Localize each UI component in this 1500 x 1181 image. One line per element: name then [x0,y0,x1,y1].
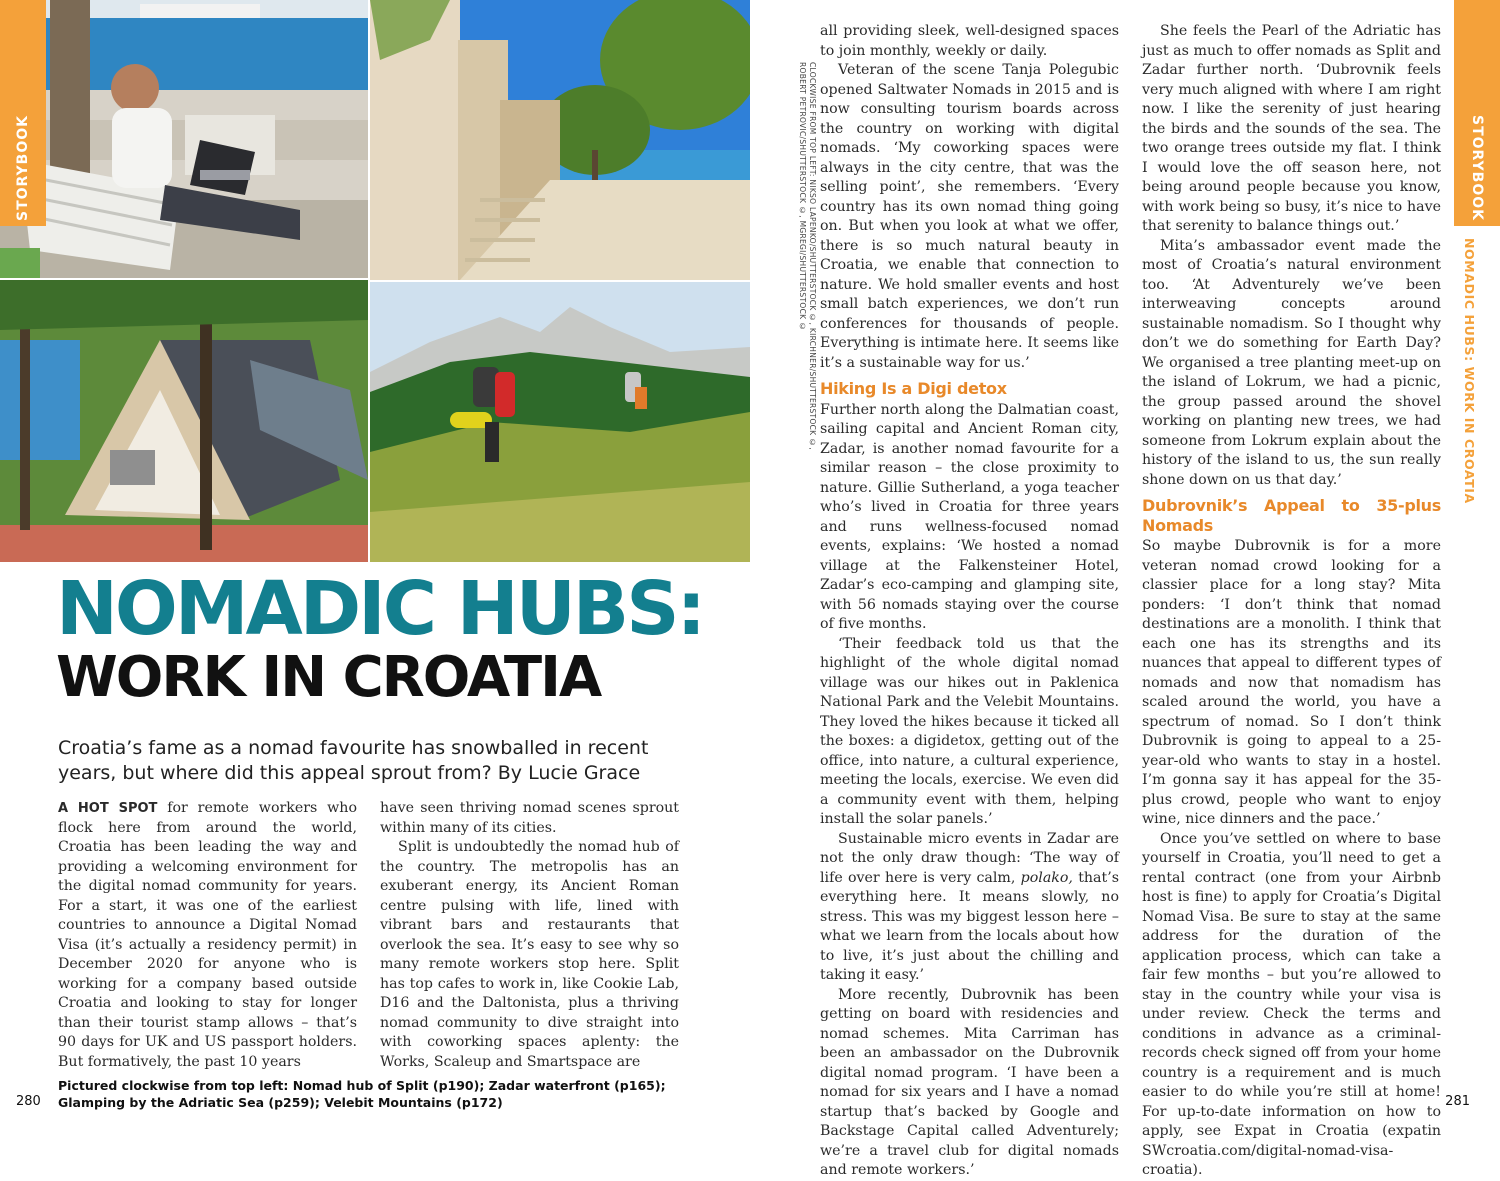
section-tab-label: STORYBOOK [1469,114,1485,222]
right-page [750,0,1500,1178]
paragraph: have seen thriving nomad scenes sprout within many of its cities. [380,800,679,836]
photo-caption: Pictured clockwise from top left: Nomad hub of Split (p190); Zadar waterfront (p165); Glamping by the Adriatic Sea (p259); Velebit Mountains (p172) [58,1078,666,1110]
body-column-2 [380,799,679,1072]
credits-line-1: CLOCKWISE FROM TOP LEFT: NIKSO LAPENKO/SHUTTERSTOCK ©, KIRCHNER/SHUTTERSTOCK ©, [808,62,817,451]
photo-glamping-adriatic [0,280,368,562]
standfirst: Croatia’s fame as a nomad favourite has snowballed in recent years, but where did this appeal sprout from? By Lucie Grace [58,737,649,784]
body-column-1 [58,799,357,1072]
photo-split-nomad-hub [0,0,368,278]
photo-credits [797,62,817,450]
paragraph [820,830,1119,986]
paragraph: all providing sleek, well-designed spaces to join monthly, weekly or daily. [820,23,1119,59]
running-head: NOMADIC HUBS: WORK IN CROATIA [1462,238,1477,504]
paragraph: More recently, Dubrovnik has been getting on board with residencies and nomad schemes. Mita Carriman has been an ambassador on the Dubrovnik digital nomad program. ‘I have been a nomad for six years and I have a nomad startup that’s backed by Google and Backstage Capital called Adventurely; we’re a travel club for digital nomads and remote workers.’ [820,986,1119,1178]
subheading-dubrovnik: Dubrovnik’s Appeal to 35-plus Nomads [1142,496,1441,535]
headline-line-1: NOMADIC HUBS: [56,566,704,652]
paragraph: She feels the Pearl of the Adriatic has just as much to offer nomads as Split and Zadar further north. ‘Dubrovnik feels very much aligned with where I am right now. I like the serenity of just hearing the birds and the sounds of the sea. The two orange trees outside my flat. I think I would love the off season here, not being around people because you know, with work being so busy, it’s nice to have that serenity to balance things out.’ [1142,23,1441,234]
section-tab-left [0,0,46,226]
body-column-3 [820,22,1119,1181]
headline-line-2: WORK IN CROATIA [56,645,601,710]
page-number-left: 280 [16,1094,41,1109]
italic-word: polako, [1020,869,1073,886]
paragraph [58,799,357,1072]
paragraph: Split is undoubtedly the nomad hub of the country. The metropolis has an exuberant energy, its Ancient Roman centre pulsing with life, lined with vibrant bars and restaurants that overlook the sea. It’s easy to see why so many remote workers stop here. Split has top cafes to work in, like Cookie Lab, D16 and the Daltonista, plus a thriving nomad community to dive straight into with coworking spaces aplenty: the Works, Scaleup and Smartspace are [380,839,679,1070]
section-tab-right [1454,0,1500,226]
page-number-right: 281 [1445,1094,1470,1109]
paragraph: ‘Their feedback told us that the highlight of the whole digital nomad village was our hikes out in Paklenica National Park and the Velebit Mountains. They loved the hikes because it ticked all the boxes: a digidetox, getting out of the office, into nature, a cultural experience, meeting the locals, exercise. We even did a community event with them, helping install the solar panels.’ [820,635,1119,827]
paragraph: Once you’ve settled on where to base yourself in Croatia, you’ll need to get a rental contract (one from your Airbnb host is fine) to apply for Croatia’s Digital Nomad Visa. Be sure to stay at the same address for the duration of the application process, which can take a fair few months – but you’re allowed to stay in the country while your visa is under review. Check the terms and conditions in advance as a criminal-records check signed off from your home country is a requirement and is much easier to do while you’re still at home! For up-to-date information on how to apply, see Expat in Croatia (expatin SWcroatia.com/digital-nomad-visa-croatia). [1142,830,1441,1178]
photo-velebit-mountains [370,282,750,562]
lead-in: A HOT SPOT [58,801,158,816]
paragraph: Mita’s ambassador event made the most of Croatia’s natural environment too. ‘At Adventurely we’ve been interweaving concepts around sustainable nomadism. So I thought why don’t we do something for Earth Day? We organised a tree planting meet-up on the island of Lokrum, we had a picnic, the group passed around the shovel working on planting new trees, we had someone from Lokrum explain about the history of the island to us, the sun really shone down on us that day.’ [1142,237,1441,488]
section-tab-label: STORYBOOK [15,114,31,222]
paragraph-text: Sustainable micro events in Zadar are not the only draw though: ‘The way of life over here is very calm, [820,830,1119,886]
credits-line-2: ROBERT PETROVIC/SHUTTERSTOCK ©, MGREGI/SHUTTERSTOCK © [798,62,807,332]
paragraph-text: for remote workers who flock here from around the world, Croatia has been leading the way and providing a welcoming environment for the digital nomad community for years. For a start, it was one of the earliest countries to announce a Digital Nomad Visa (it’s actually a residency permit) in December 2020 for anyone who is working for a company based outside Croatia and looking to stay for longer than their tourist stamp allows – that’s 90 days for UK and US passport holders. But formatively, the past 10 years [58,800,357,1070]
paragraph: Veteran of the scene Tanja Polegubic opened Saltwater Nomads in 2015 and is now consulting tourism boards across the country on working with digital nomads. ‘My coworking spaces were always in the city centre, that was the selling point’, she remembers. ‘Every country has its own nomad thing going on. But when you look at what we offer, there is so much natural beauty in Croatia, we enable that connection to nature. We hold smaller events and host small batch experiences, we don’t run conferences for thousands of people. Everything is intimate here. It seems like it’s a sustainable way for us.’ [820,62,1119,371]
left-page [0,0,750,1154]
body-column-4 [1142,22,1441,1181]
paragraph-text: that’s everything here. It means slowly, no stress. This was my biggest lesson here – what we learn from the locals about how to live, it’s just about the chilling and taking it easy.’ [820,869,1119,983]
subheading-hiking: Hiking Is a Digi detox [820,379,1007,398]
photo-zadar-waterfront [370,0,750,280]
paragraph: So maybe Dubrovnik is for a more veteran nomad crowd looking for a classier place for a long stay? Mita ponders: ‘I don’t think that nomad destinations are a monolith. I think that each one has its strengths and its nuances that appeal to different types of nomads and now that nomadism has scaled around the world, you have a spectrum of nomad. So I don’t think Dubrovnik is going to appeal to a 25-year-old who wants to stay in a hostel. I’m gonna say it has appeal for the 35-plus crowd, people who want to enjoy wine, nice dinners and the pace.’ [1142,538,1441,827]
paragraph: Further north along the Dalmatian coast, sailing capital and Ancient Roman city, Zadar, is another nomad favourite for a similar reason – the close proximity to nature. Gillie Sutherland, a yoga teacher who’s lived in Croatia for three years and runs wellness-focused nomad events, explains: ‘We hosted a nomad village at the Falkensteiner Hotel, Zadar’s eco-camping and glamping site, with 56 nomads staying over the course of five months. [820,401,1119,632]
